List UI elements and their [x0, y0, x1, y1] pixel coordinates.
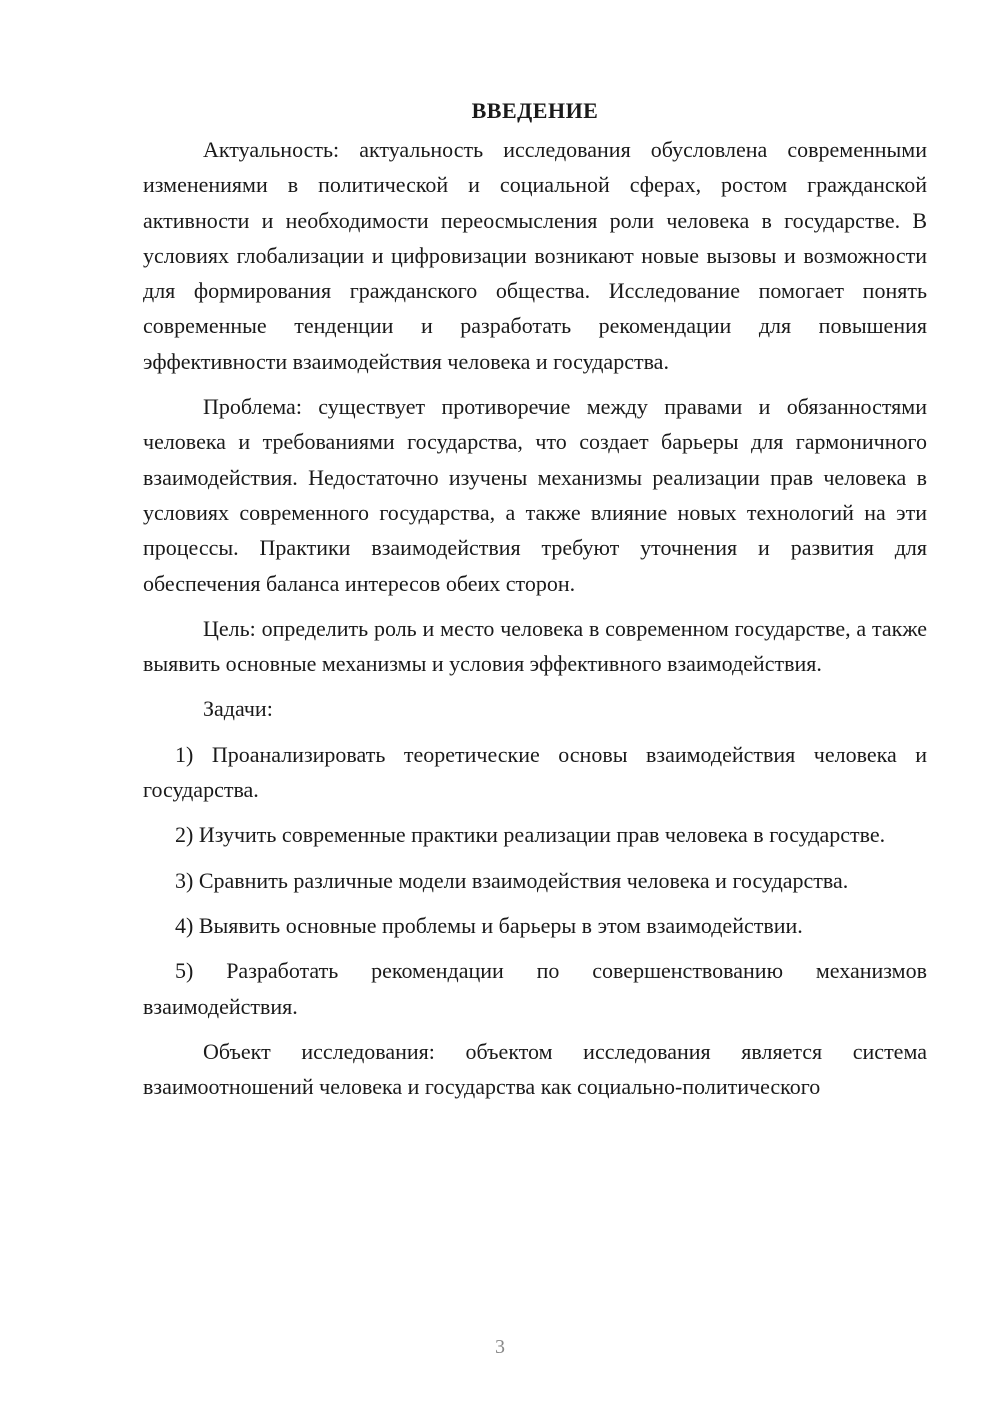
object-paragraph: Объект исследования: объектом исследования является система взаимоотношений человека и государства как социально-политического: [143, 1038, 927, 1100]
page-number: 3: [495, 1336, 505, 1358]
task-item-4: 4) Выявить основные проблемы и барьеры в этом взаимодействии.: [175, 912, 803, 938]
task-item-2: 2) Изучить современные практики реализации прав человека в государстве.: [175, 822, 886, 848]
task-item-1: 1) Проанализировать теоретические основы взаимодействия человека и государства.: [143, 741, 927, 803]
problem-paragraph: Проблема: существует противоречие между правами и обязанностями человека и требованиями государства, что создает барьеры для гармоничного взаимодействия. Недостаточно изучены механизмы реализации прав человека в условиях современного государства, а также влияние новых технологий на эти процессы. Практики взаимодействия требуют уточнения и развития для обеспечения баланса интересов обеих сторон.: [143, 394, 927, 596]
goal-paragraph: Цель: определить роль и место человека в современном государстве, а также выявить основные механизмы и условия эффективного взаимодействия.: [143, 615, 927, 677]
page-body: [143, 96, 927, 1114]
relevance-paragraph: Актуальность: актуальность исследования обусловлена современными изменениями в политической и социальной сферах, ростом гражданской активности и необходимости переосмысления роли человека в государстве. В условиях глобализации и цифровизации возникают новые вызовы и возможности для формирования гражданского общества. Исследование помогает понять современные тенденции и разработать рекомендации для повышения эффективности взаимодействия человека и государства.: [143, 137, 927, 374]
task-item-3: 3) Сравнить различные модели взаимодействия человека и государства.: [175, 867, 849, 893]
task-item-5: 5) Разработать рекомендации по совершенствованию механизмов взаимодействия.: [143, 958, 927, 1019]
tasks-heading: Задачи:: [203, 696, 273, 722]
section-title: ВВЕДЕНИЕ: [471, 98, 599, 123]
